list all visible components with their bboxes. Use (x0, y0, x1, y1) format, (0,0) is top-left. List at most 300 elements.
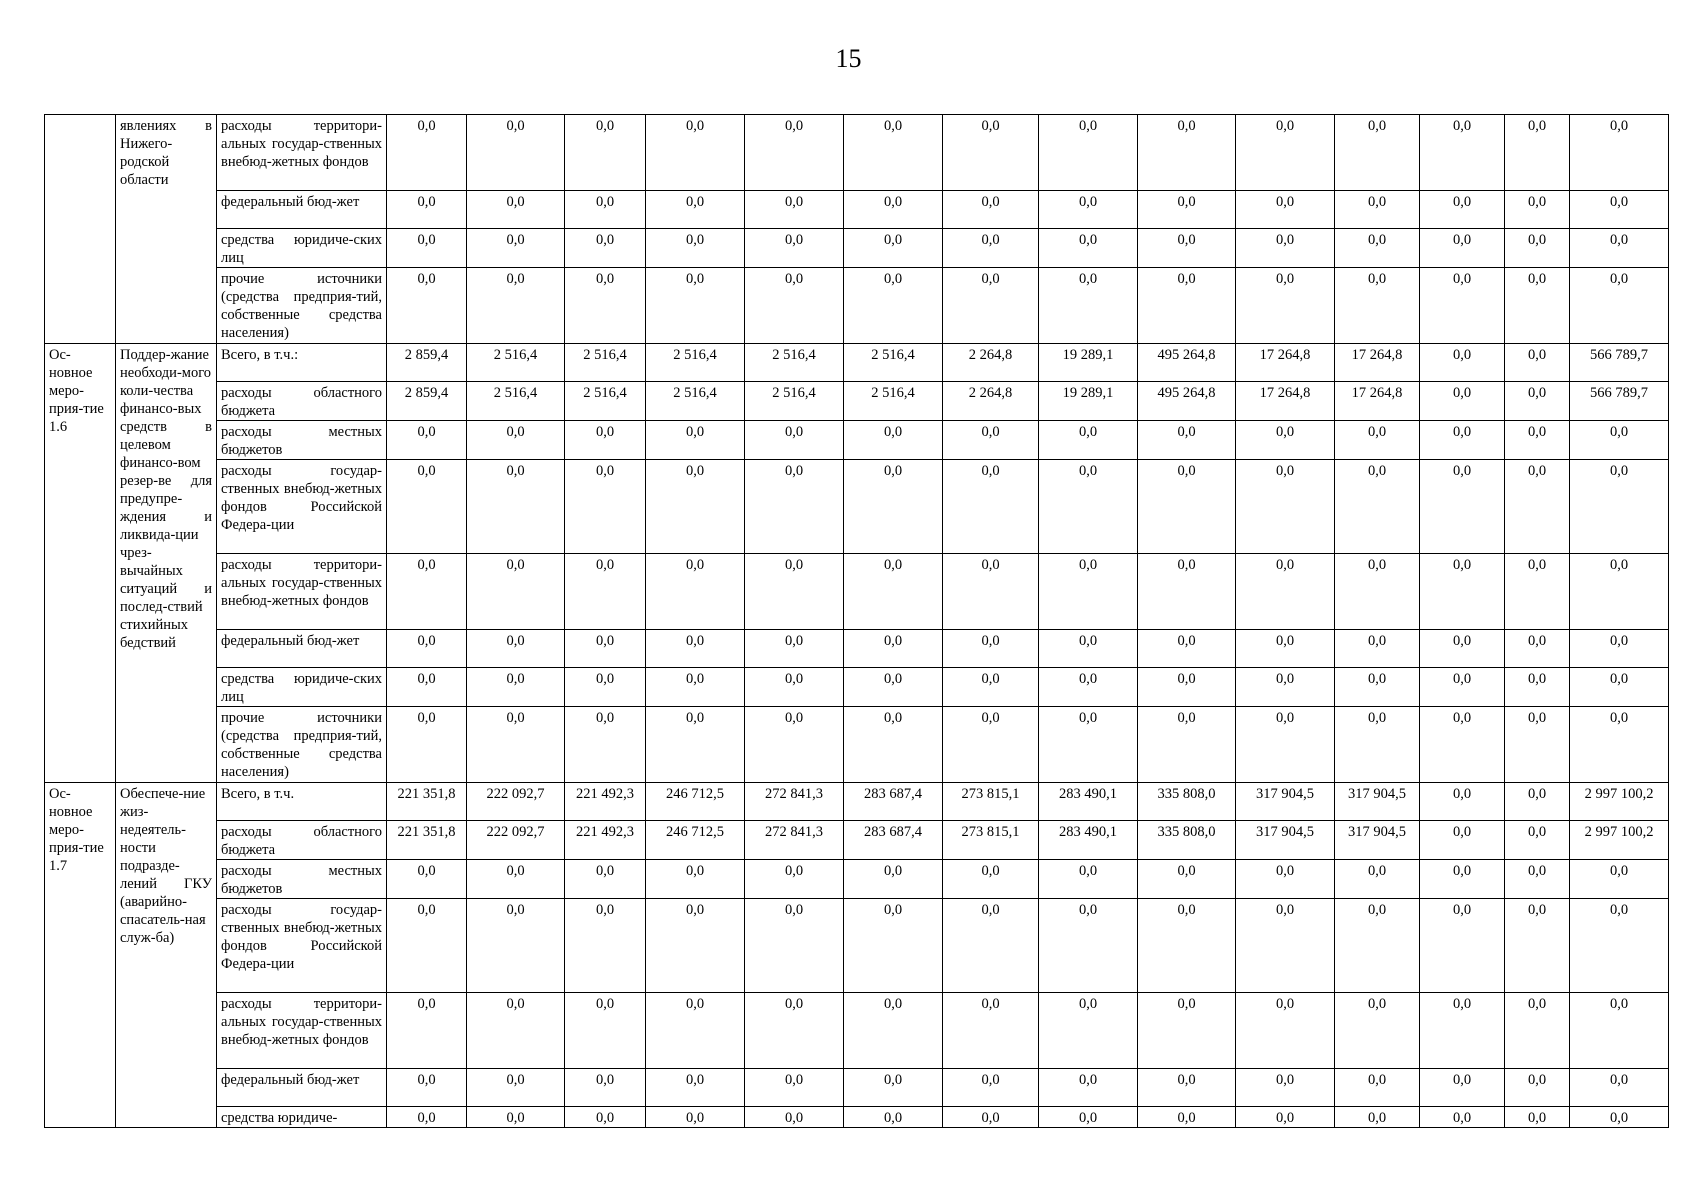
value-cell: 0,0 (467, 993, 565, 1069)
value-cell: 2 516,4 (844, 344, 943, 382)
value-cell: 17 264,8 (1335, 344, 1420, 382)
value-cell: 0,0 (467, 421, 565, 460)
value-cell: 0,0 (1420, 993, 1505, 1069)
value-cell: 0,0 (844, 993, 943, 1069)
value-cell: 0,0 (1236, 268, 1335, 344)
value-cell: 0,0 (646, 1107, 745, 1128)
value-cell: 0,0 (1236, 554, 1335, 630)
value-cell: 0,0 (1505, 1107, 1570, 1128)
value-cell: 0,0 (1420, 1107, 1505, 1128)
value-cell: 0,0 (387, 229, 467, 268)
value-cell: 0,0 (1335, 860, 1420, 899)
funding-source-cell: расходы территори-альных государ-ственных внебюд-жетных фондов (217, 554, 387, 630)
value-cell: 335 808,0 (1138, 783, 1236, 821)
value-cell: 0,0 (745, 860, 844, 899)
funding-source-cell: расходы местных бюджетов (217, 421, 387, 460)
value-cell: 0,0 (565, 630, 646, 668)
value-cell: 0,0 (844, 668, 943, 707)
value-cell: 0,0 (1505, 993, 1570, 1069)
value-cell: 0,0 (1138, 860, 1236, 899)
value-cell: 0,0 (1505, 191, 1570, 229)
value-cell: 0,0 (1236, 707, 1335, 783)
table-row (45, 783, 1669, 821)
value-cell: 0,0 (646, 668, 745, 707)
table-row (45, 821, 1669, 860)
value-cell: 0,0 (646, 115, 745, 191)
value-cell: 0,0 (1570, 993, 1669, 1069)
value-cell: 0,0 (1505, 268, 1570, 344)
value-cell: 0,0 (565, 460, 646, 554)
value-cell: 0,0 (1570, 707, 1669, 783)
measure-cell: Ос-новное меро-прия-тие 1.7 (45, 783, 116, 1128)
value-cell: 0,0 (1335, 229, 1420, 268)
value-cell: 0,0 (387, 1069, 467, 1107)
value-cell: 0,0 (565, 1069, 646, 1107)
value-cell: 0,0 (646, 554, 745, 630)
value-cell: 2 997 100,2 (1570, 821, 1669, 860)
value-cell: 0,0 (1505, 344, 1570, 382)
value-cell: 283 490,1 (1039, 821, 1138, 860)
value-cell: 0,0 (467, 229, 565, 268)
value-cell: 0,0 (1039, 1069, 1138, 1107)
value-cell: 0,0 (1570, 1107, 1669, 1128)
value-cell: 0,0 (1335, 460, 1420, 554)
value-cell: 0,0 (1570, 899, 1669, 993)
value-cell: 0,0 (1570, 630, 1669, 668)
value-cell: 0,0 (467, 1069, 565, 1107)
value-cell: 0,0 (1138, 191, 1236, 229)
value-cell: 0,0 (467, 191, 565, 229)
value-cell: 0,0 (646, 460, 745, 554)
value-cell: 0,0 (1236, 229, 1335, 268)
value-cell: 0,0 (844, 1069, 943, 1107)
value-cell: 0,0 (1138, 668, 1236, 707)
value-cell: 0,0 (1420, 115, 1505, 191)
value-cell: 0,0 (1505, 1069, 1570, 1107)
measure-cell: Ос-новное меро-прия-тие 1.6 (45, 344, 116, 783)
value-cell: 0,0 (1039, 707, 1138, 783)
value-cell: 0,0 (745, 1107, 844, 1128)
value-cell: 0,0 (387, 268, 467, 344)
value-cell: 0,0 (745, 993, 844, 1069)
funding-source-cell: федеральный бюд-жет (217, 630, 387, 668)
value-cell: 0,0 (1138, 1107, 1236, 1128)
value-cell: 0,0 (565, 993, 646, 1069)
value-cell: 0,0 (1570, 229, 1669, 268)
value-cell: 0,0 (1335, 421, 1420, 460)
value-cell: 0,0 (1570, 460, 1669, 554)
value-cell: 0,0 (844, 268, 943, 344)
value-cell: 0,0 (1039, 554, 1138, 630)
value-cell: 0,0 (1420, 899, 1505, 993)
table-row (45, 229, 1669, 268)
funding-source-cell: средства юридиче- (217, 1107, 387, 1128)
value-cell: 0,0 (387, 421, 467, 460)
value-cell: 0,0 (646, 630, 745, 668)
value-cell: 0,0 (1335, 554, 1420, 630)
value-cell: 0,0 (745, 421, 844, 460)
value-cell: 0,0 (844, 630, 943, 668)
value-cell: 17 264,8 (1335, 382, 1420, 421)
value-cell: 246 712,5 (646, 783, 745, 821)
value-cell: 0,0 (1420, 1069, 1505, 1107)
table-row (45, 460, 1669, 554)
value-cell: 0,0 (565, 229, 646, 268)
value-cell: 0,0 (745, 668, 844, 707)
value-cell: 0,0 (1420, 554, 1505, 630)
value-cell: 222 092,7 (467, 783, 565, 821)
value-cell: 2 264,8 (943, 344, 1039, 382)
value-cell: 19 289,1 (1039, 382, 1138, 421)
value-cell: 0,0 (943, 860, 1039, 899)
value-cell: 0,0 (646, 191, 745, 229)
value-cell: 0,0 (467, 630, 565, 668)
value-cell: 2 516,4 (467, 344, 565, 382)
value-cell: 0,0 (745, 229, 844, 268)
value-cell: 283 687,4 (844, 783, 943, 821)
value-cell: 0,0 (1236, 115, 1335, 191)
value-cell: 0,0 (1039, 115, 1138, 191)
value-cell: 0,0 (565, 268, 646, 344)
value-cell: 0,0 (467, 268, 565, 344)
value-cell: 0,0 (1138, 229, 1236, 268)
value-cell: 0,0 (565, 668, 646, 707)
table-row (45, 860, 1669, 899)
value-cell: 0,0 (1039, 668, 1138, 707)
table-row (45, 630, 1669, 668)
value-cell: 0,0 (1039, 1107, 1138, 1128)
value-cell: 0,0 (646, 707, 745, 783)
value-cell: 0,0 (1039, 421, 1138, 460)
value-cell: 0,0 (1420, 707, 1505, 783)
value-cell: 0,0 (646, 899, 745, 993)
value-cell: 0,0 (943, 115, 1039, 191)
value-cell: 0,0 (943, 554, 1039, 630)
value-cell: 0,0 (1505, 668, 1570, 707)
value-cell: 246 712,5 (646, 821, 745, 860)
value-cell: 0,0 (1335, 191, 1420, 229)
value-cell: 0,0 (646, 229, 745, 268)
table-row (45, 707, 1669, 783)
value-cell: 0,0 (943, 268, 1039, 344)
value-cell: 0,0 (565, 554, 646, 630)
value-cell: 273 815,1 (943, 783, 1039, 821)
value-cell: 0,0 (467, 460, 565, 554)
funding-source-cell: федеральный бюд-жет (217, 1069, 387, 1107)
table-row (45, 899, 1669, 993)
value-cell: 2 516,4 (844, 382, 943, 421)
value-cell: 2 997 100,2 (1570, 783, 1669, 821)
value-cell: 0,0 (1335, 268, 1420, 344)
value-cell: 283 687,4 (844, 821, 943, 860)
value-cell: 317 904,5 (1236, 821, 1335, 860)
value-cell: 0,0 (1335, 707, 1420, 783)
value-cell: 0,0 (943, 1107, 1039, 1128)
measure-name-cell: Обеспече-ние жиз-недеятель-ности подразде-лений ГКУ (аварийно-спасатель-ная служ-ба) (116, 783, 217, 1128)
value-cell: 0,0 (1236, 899, 1335, 993)
value-cell: 0,0 (844, 115, 943, 191)
value-cell: 0,0 (1570, 191, 1669, 229)
value-cell: 0,0 (1039, 191, 1138, 229)
value-cell: 0,0 (646, 993, 745, 1069)
value-cell: 0,0 (1236, 668, 1335, 707)
value-cell: 0,0 (1505, 860, 1570, 899)
value-cell: 0,0 (1420, 821, 1505, 860)
value-cell: 0,0 (467, 899, 565, 993)
value-cell: 0,0 (943, 630, 1039, 668)
value-cell: 0,0 (943, 993, 1039, 1069)
value-cell: 2 859,4 (387, 382, 467, 421)
value-cell: 0,0 (844, 229, 943, 268)
budget-table (44, 114, 1669, 1128)
value-cell: 566 789,7 (1570, 344, 1669, 382)
value-cell: 19 289,1 (1039, 344, 1138, 382)
value-cell: 0,0 (844, 554, 943, 630)
value-cell: 0,0 (1505, 899, 1570, 993)
value-cell: 0,0 (1420, 630, 1505, 668)
table-row (45, 1107, 1669, 1128)
value-cell: 0,0 (1236, 460, 1335, 554)
value-cell: 0,0 (1420, 421, 1505, 460)
value-cell: 272 841,3 (745, 783, 844, 821)
funding-source-cell: прочие источники (средства предприя-тий, собственные средства населения) (217, 707, 387, 783)
value-cell: 0,0 (565, 860, 646, 899)
value-cell: 0,0 (387, 191, 467, 229)
value-cell: 0,0 (844, 421, 943, 460)
value-cell: 0,0 (1420, 268, 1505, 344)
value-cell: 0,0 (387, 707, 467, 783)
value-cell: 0,0 (745, 1069, 844, 1107)
value-cell: 0,0 (1138, 460, 1236, 554)
measure-name-cell: явлениях в Нижего-родской области (116, 115, 217, 344)
value-cell: 0,0 (844, 707, 943, 783)
value-cell: 221 351,8 (387, 783, 467, 821)
value-cell: 0,0 (387, 993, 467, 1069)
value-cell: 0,0 (1039, 993, 1138, 1069)
value-cell: 2 516,4 (745, 382, 844, 421)
value-cell: 0,0 (1335, 1107, 1420, 1128)
funding-source-cell: расходы областного бюджета (217, 382, 387, 421)
value-cell: 0,0 (943, 899, 1039, 993)
value-cell: 0,0 (1236, 630, 1335, 668)
value-cell: 0,0 (745, 460, 844, 554)
page-number: 15 (835, 44, 862, 73)
funding-source-cell: прочие источники (средства предприя-тий, собственные средства населения) (217, 268, 387, 344)
value-cell: 221 492,3 (565, 783, 646, 821)
value-cell: 0,0 (1570, 115, 1669, 191)
value-cell: 0,0 (1570, 1069, 1669, 1107)
value-cell: 0,0 (1505, 630, 1570, 668)
value-cell: 317 904,5 (1335, 783, 1420, 821)
value-cell: 0,0 (1138, 421, 1236, 460)
value-cell: 0,0 (1138, 899, 1236, 993)
value-cell: 0,0 (1138, 707, 1236, 783)
table-row (45, 554, 1669, 630)
value-cell: 0,0 (1138, 554, 1236, 630)
value-cell: 0,0 (1138, 630, 1236, 668)
table-row (45, 1069, 1669, 1107)
value-cell: 0,0 (1039, 460, 1138, 554)
table-row (45, 344, 1669, 382)
funding-source-cell: расходы местных бюджетов (217, 860, 387, 899)
value-cell: 0,0 (387, 860, 467, 899)
funding-source-cell: федеральный бюд-жет (217, 191, 387, 229)
table-body (45, 115, 1669, 1128)
value-cell: 2 264,8 (943, 382, 1039, 421)
value-cell: 0,0 (943, 668, 1039, 707)
value-cell: 0,0 (1420, 460, 1505, 554)
value-cell: 335 808,0 (1138, 821, 1236, 860)
measure-name-cell: Поддер-жание необходи-мого коли-чества финансо-вых средств в целевом финансо-вом резер-ве для предупре-ждения и ликвида-ции чрез-вычайных ситуаций и послед-ствий стихийных бедствий (116, 344, 217, 783)
value-cell: 0,0 (1335, 115, 1420, 191)
value-cell: 273 815,1 (943, 821, 1039, 860)
value-cell: 0,0 (1039, 630, 1138, 668)
value-cell: 0,0 (1505, 229, 1570, 268)
value-cell: 0,0 (1505, 382, 1570, 421)
value-cell: 0,0 (943, 191, 1039, 229)
value-cell: 0,0 (844, 191, 943, 229)
value-cell: 0,0 (565, 115, 646, 191)
table-row (45, 191, 1669, 229)
value-cell: 0,0 (467, 668, 565, 707)
value-cell: 0,0 (467, 707, 565, 783)
value-cell: 221 492,3 (565, 821, 646, 860)
value-cell: 272 841,3 (745, 821, 844, 860)
value-cell: 0,0 (467, 1107, 565, 1128)
value-cell: 0,0 (943, 460, 1039, 554)
value-cell: 0,0 (1138, 268, 1236, 344)
value-cell: 0,0 (1570, 668, 1669, 707)
value-cell: 0,0 (467, 554, 565, 630)
funding-source-cell: расходы государ-ственных внебюд-жетных фондов Российской Федера-ции (217, 899, 387, 993)
value-cell: 0,0 (943, 229, 1039, 268)
value-cell: 0,0 (1236, 860, 1335, 899)
value-cell: 0,0 (387, 899, 467, 993)
value-cell: 0,0 (646, 421, 745, 460)
value-cell: 0,0 (387, 115, 467, 191)
value-cell: 221 351,8 (387, 821, 467, 860)
value-cell: 0,0 (1420, 668, 1505, 707)
funding-source-cell: расходы территори-альных государ-ственных внебюд-жетных фондов (217, 115, 387, 191)
value-cell: 317 904,5 (1236, 783, 1335, 821)
table-row (45, 382, 1669, 421)
value-cell: 0,0 (467, 860, 565, 899)
value-cell: 0,0 (467, 115, 565, 191)
value-cell: 317 904,5 (1335, 821, 1420, 860)
value-cell: 0,0 (1570, 421, 1669, 460)
value-cell: 0,0 (844, 460, 943, 554)
funding-source-cell: средства юридиче-ских лиц (217, 229, 387, 268)
value-cell: 0,0 (1039, 860, 1138, 899)
value-cell: 0,0 (1420, 382, 1505, 421)
value-cell: 0,0 (1420, 229, 1505, 268)
value-cell: 0,0 (1039, 229, 1138, 268)
value-cell: 0,0 (1505, 554, 1570, 630)
value-cell: 0,0 (943, 1069, 1039, 1107)
value-cell: 0,0 (387, 668, 467, 707)
funding-source-cell: Всего, в т.ч. (217, 783, 387, 821)
value-cell: 17 264,8 (1236, 344, 1335, 382)
value-cell: 0,0 (1236, 1107, 1335, 1128)
value-cell: 0,0 (844, 860, 943, 899)
funding-source-cell: расходы государ-ственных внебюд-жетных фондов Российской Федера-ции (217, 460, 387, 554)
value-cell: 0,0 (1236, 993, 1335, 1069)
measure-cell (45, 115, 116, 344)
value-cell: 0,0 (1505, 821, 1570, 860)
value-cell: 2 516,4 (565, 382, 646, 421)
value-cell: 0,0 (565, 899, 646, 993)
value-cell: 0,0 (387, 1107, 467, 1128)
value-cell: 0,0 (1420, 191, 1505, 229)
value-cell: 0,0 (745, 554, 844, 630)
value-cell: 0,0 (745, 268, 844, 344)
value-cell: 0,0 (1335, 899, 1420, 993)
value-cell: 283 490,1 (1039, 783, 1138, 821)
value-cell: 0,0 (745, 115, 844, 191)
value-cell: 0,0 (844, 899, 943, 993)
value-cell: 0,0 (1505, 783, 1570, 821)
table-row (45, 668, 1669, 707)
value-cell: 0,0 (565, 707, 646, 783)
value-cell: 2 516,4 (745, 344, 844, 382)
value-cell: 0,0 (1505, 460, 1570, 554)
value-cell: 0,0 (1335, 668, 1420, 707)
value-cell: 0,0 (1039, 268, 1138, 344)
value-cell: 0,0 (1420, 783, 1505, 821)
value-cell: 566 789,7 (1570, 382, 1669, 421)
value-cell: 0,0 (565, 421, 646, 460)
value-cell: 0,0 (745, 191, 844, 229)
value-cell: 2 516,4 (565, 344, 646, 382)
value-cell: 0,0 (1570, 860, 1669, 899)
value-cell: 0,0 (1335, 1069, 1420, 1107)
value-cell: 0,0 (745, 707, 844, 783)
value-cell: 0,0 (387, 460, 467, 554)
value-cell: 0,0 (1420, 860, 1505, 899)
value-cell: 0,0 (1236, 421, 1335, 460)
table-row (45, 268, 1669, 344)
value-cell: 0,0 (1505, 115, 1570, 191)
value-cell: 495 264,8 (1138, 344, 1236, 382)
value-cell: 0,0 (1138, 1069, 1236, 1107)
value-cell: 2 516,4 (646, 382, 745, 421)
value-cell: 222 092,7 (467, 821, 565, 860)
value-cell: 495 264,8 (1138, 382, 1236, 421)
value-cell: 0,0 (1236, 191, 1335, 229)
value-cell: 0,0 (1335, 993, 1420, 1069)
value-cell: 0,0 (1039, 899, 1138, 993)
table-row (45, 115, 1669, 191)
value-cell: 17 264,8 (1236, 382, 1335, 421)
value-cell: 0,0 (1236, 1069, 1335, 1107)
value-cell: 2 516,4 (646, 344, 745, 382)
value-cell: 0,0 (1420, 344, 1505, 382)
value-cell: 0,0 (387, 554, 467, 630)
value-cell: 0,0 (1505, 707, 1570, 783)
funding-source-cell: расходы областного бюджета (217, 821, 387, 860)
value-cell: 0,0 (943, 707, 1039, 783)
value-cell: 0,0 (565, 191, 646, 229)
value-cell: 0,0 (565, 1107, 646, 1128)
value-cell: 0,0 (1570, 554, 1669, 630)
funding-source-cell: средства юридиче-ских лиц (217, 668, 387, 707)
value-cell: 0,0 (943, 421, 1039, 460)
value-cell: 0,0 (1335, 630, 1420, 668)
value-cell: 0,0 (844, 1107, 943, 1128)
value-cell: 0,0 (387, 630, 467, 668)
value-cell: 0,0 (745, 899, 844, 993)
funding-source-cell: расходы территори-альных государ-ственных внебюд-жетных фондов (217, 993, 387, 1069)
